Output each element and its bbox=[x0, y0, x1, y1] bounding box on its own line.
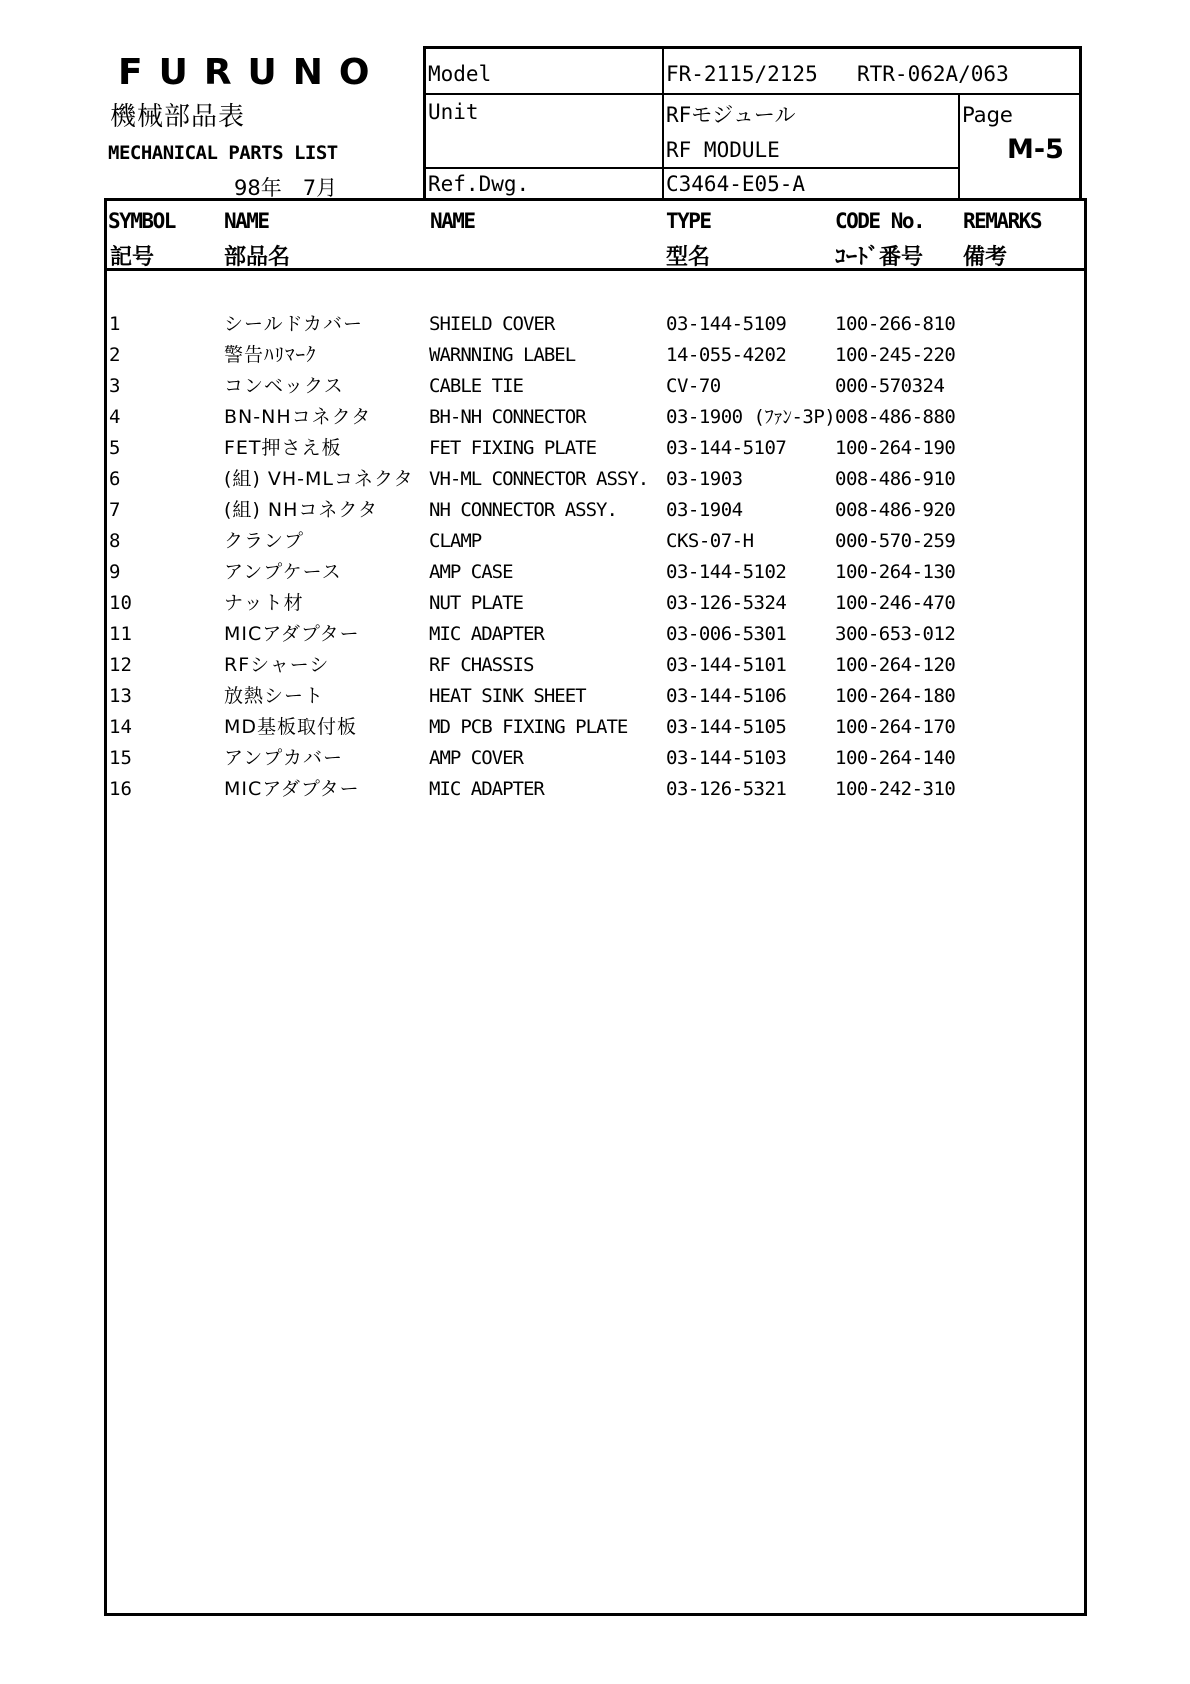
part-type: CV-70 bbox=[666, 375, 721, 397]
part-name-jp: (組) VH-MLコネクタ bbox=[224, 468, 414, 490]
header-divider bbox=[423, 167, 960, 169]
part-name-jp: 警告ﾊﾘﾏｰｸ bbox=[224, 344, 317, 366]
table-row bbox=[0, 712, 1190, 742]
part-type: 03-144-5106 bbox=[666, 685, 787, 707]
part-name-jp: アンプカバー bbox=[224, 747, 344, 769]
part-name-jp: FET押さえ板 bbox=[224, 437, 342, 459]
part-type: 14-055-4202 bbox=[666, 344, 787, 366]
part-type: 03-1900 (ﾌｧﾝ-3P) bbox=[666, 406, 836, 428]
part-name-jp: MICアダプター bbox=[224, 623, 360, 645]
model-value-secondary: RTR-062A/063 bbox=[857, 62, 1009, 86]
part-symbol: 13 bbox=[109, 685, 132, 707]
column-header-name-en: NAME bbox=[430, 209, 475, 233]
table-row bbox=[0, 371, 1190, 401]
table-row bbox=[0, 433, 1190, 463]
part-code: 100-264-190 bbox=[835, 437, 956, 459]
model-label: Model bbox=[428, 62, 492, 86]
part-name-jp: (組) NHコネクタ bbox=[224, 499, 378, 521]
part-name-jp: シールドカバー bbox=[224, 313, 364, 335]
part-type: 03-144-5101 bbox=[666, 654, 787, 676]
part-symbol: 12 bbox=[109, 654, 132, 676]
part-symbol: 15 bbox=[109, 747, 132, 769]
table-row bbox=[0, 557, 1190, 587]
part-symbol: 16 bbox=[109, 778, 132, 800]
column-header-code: CODE No. bbox=[835, 209, 925, 233]
part-type: 03-144-5109 bbox=[666, 313, 787, 335]
company-logo: FURUNO bbox=[118, 52, 386, 93]
table-row bbox=[0, 309, 1190, 339]
column-header-name-jp: 部品名 bbox=[224, 245, 291, 270]
table-row bbox=[0, 526, 1190, 556]
part-code: 100-264-120 bbox=[835, 654, 956, 676]
part-code: 008-486-880 bbox=[835, 406, 956, 428]
part-type: 03-006-5301 bbox=[666, 623, 787, 645]
part-name-jp: アンプケース bbox=[224, 561, 342, 583]
part-symbol: 10 bbox=[109, 592, 132, 614]
part-type: 03-144-5102 bbox=[666, 561, 787, 583]
page-number: M-5 bbox=[1007, 134, 1064, 165]
table-row bbox=[0, 340, 1190, 370]
unit-value-jp: RFモジュール bbox=[666, 103, 796, 127]
table-row bbox=[0, 464, 1190, 494]
part-name-jp: コンベックス bbox=[224, 375, 344, 397]
part-code: 008-486-910 bbox=[835, 468, 956, 490]
part-name-en: WARNNING LABEL bbox=[429, 344, 576, 366]
header-divider bbox=[958, 93, 960, 199]
part-symbol: 9 bbox=[109, 561, 121, 583]
column-header-type: TYPE bbox=[666, 209, 711, 233]
part-name-en: MIC ADAPTER bbox=[429, 623, 544, 645]
part-name-en: FET FIXING PLATE bbox=[429, 437, 597, 459]
table-row bbox=[0, 495, 1190, 525]
part-code: 100-264-170 bbox=[835, 716, 956, 738]
part-symbol: 11 bbox=[109, 623, 132, 645]
part-code: 100-246-470 bbox=[835, 592, 956, 614]
part-code: 008-486-920 bbox=[835, 499, 956, 521]
table-row bbox=[0, 743, 1190, 773]
column-header-symbol: SYMBOL bbox=[108, 209, 175, 233]
part-name-jp: MD基板取付板 bbox=[224, 716, 358, 738]
header-divider bbox=[423, 93, 1082, 95]
model-value: FR-2115/2125 bbox=[666, 62, 818, 86]
column-header-type-jp: 型名 bbox=[666, 245, 711, 270]
part-name-jp: RFシャーシ bbox=[224, 654, 330, 676]
part-name-jp: MICアダプター bbox=[224, 778, 360, 800]
part-symbol: 5 bbox=[109, 437, 121, 459]
part-name-en: BH-NH CONNECTOR bbox=[429, 406, 586, 428]
part-symbol: 1 bbox=[109, 313, 121, 335]
part-type: 03-1904 bbox=[666, 499, 743, 521]
part-type: 03-144-5103 bbox=[666, 747, 787, 769]
part-name-en: CLAMP bbox=[429, 530, 482, 552]
part-name-jp: クランプ bbox=[224, 530, 305, 552]
column-header-code-jp: ｺｰﾄﾞ番号 bbox=[835, 245, 924, 270]
part-code: 100-242-310 bbox=[835, 778, 956, 800]
column-header-name: NAME bbox=[224, 209, 269, 233]
column-header-remarks: REMARKS bbox=[963, 209, 1042, 233]
page-label: Page bbox=[962, 103, 1013, 127]
part-code: 300-653-012 bbox=[835, 623, 956, 645]
part-symbol: 2 bbox=[109, 344, 121, 366]
part-type: 03-126-5324 bbox=[666, 592, 787, 614]
table-row bbox=[0, 681, 1190, 711]
table-row bbox=[0, 588, 1190, 618]
part-name-en: AMP CASE bbox=[429, 561, 513, 583]
part-name-en: NH CONNECTOR ASSY. bbox=[429, 499, 617, 521]
part-type: 03-1903 bbox=[666, 468, 743, 490]
part-type: 03-144-5105 bbox=[666, 716, 787, 738]
table-row bbox=[0, 650, 1190, 680]
part-type: 03-126-5321 bbox=[666, 778, 787, 800]
refdwg-value: C3464-E05-A bbox=[666, 172, 806, 196]
document-title-en: MECHANICAL PARTS LIST bbox=[108, 142, 338, 164]
part-code: 100-264-180 bbox=[835, 685, 956, 707]
part-symbol: 3 bbox=[109, 375, 121, 397]
column-header-symbol-jp: 記号 bbox=[110, 245, 155, 270]
table-row bbox=[0, 774, 1190, 804]
part-symbol: 4 bbox=[109, 406, 121, 428]
table-row bbox=[0, 402, 1190, 432]
header-divider bbox=[662, 46, 664, 199]
part-name-jp: ナット材 bbox=[224, 592, 304, 614]
part-name-en: RF CHASSIS bbox=[429, 654, 534, 676]
part-name-en: SHIELD COVER bbox=[429, 313, 555, 335]
part-code: 000-570-259 bbox=[835, 530, 956, 552]
part-code: 100-245-220 bbox=[835, 344, 956, 366]
column-header-remarks-jp: 備考 bbox=[963, 245, 1008, 270]
part-symbol: 7 bbox=[109, 499, 121, 521]
part-type: 03-144-5107 bbox=[666, 437, 787, 459]
part-symbol: 14 bbox=[109, 716, 132, 738]
document-title-jp: 機械部品表 bbox=[110, 102, 246, 132]
part-code: 000-570324 bbox=[835, 375, 945, 397]
unit-value-en: RF MODULE bbox=[666, 138, 780, 162]
part-code: 100-266-810 bbox=[835, 313, 956, 335]
part-symbol: 8 bbox=[109, 530, 121, 552]
refdwg-label: Ref.Dwg. bbox=[428, 172, 530, 196]
document-date: 98年 7月 bbox=[234, 176, 338, 200]
part-code: 100-264-140 bbox=[835, 747, 956, 769]
part-name-en: CABLE TIE bbox=[429, 375, 523, 397]
part-name-jp: BN-NHコネクタ bbox=[224, 406, 372, 428]
part-name-jp: 放熱シート bbox=[224, 685, 325, 707]
part-name-en: MIC ADAPTER bbox=[429, 778, 544, 800]
table-row bbox=[0, 619, 1190, 649]
part-name-en: MD PCB FIXING PLATE bbox=[429, 716, 628, 738]
part-name-en: VH-ML CONNECTOR ASSY. bbox=[429, 468, 649, 490]
part-code: 100-264-130 bbox=[835, 561, 956, 583]
part-name-en: AMP COVER bbox=[429, 747, 523, 769]
part-type: CKS-07-H bbox=[666, 530, 754, 552]
part-name-en: HEAT SINK SHEET bbox=[429, 685, 586, 707]
unit-label: Unit bbox=[428, 100, 479, 124]
part-name-en: NUT PLATE bbox=[429, 592, 523, 614]
part-symbol: 6 bbox=[109, 468, 121, 490]
